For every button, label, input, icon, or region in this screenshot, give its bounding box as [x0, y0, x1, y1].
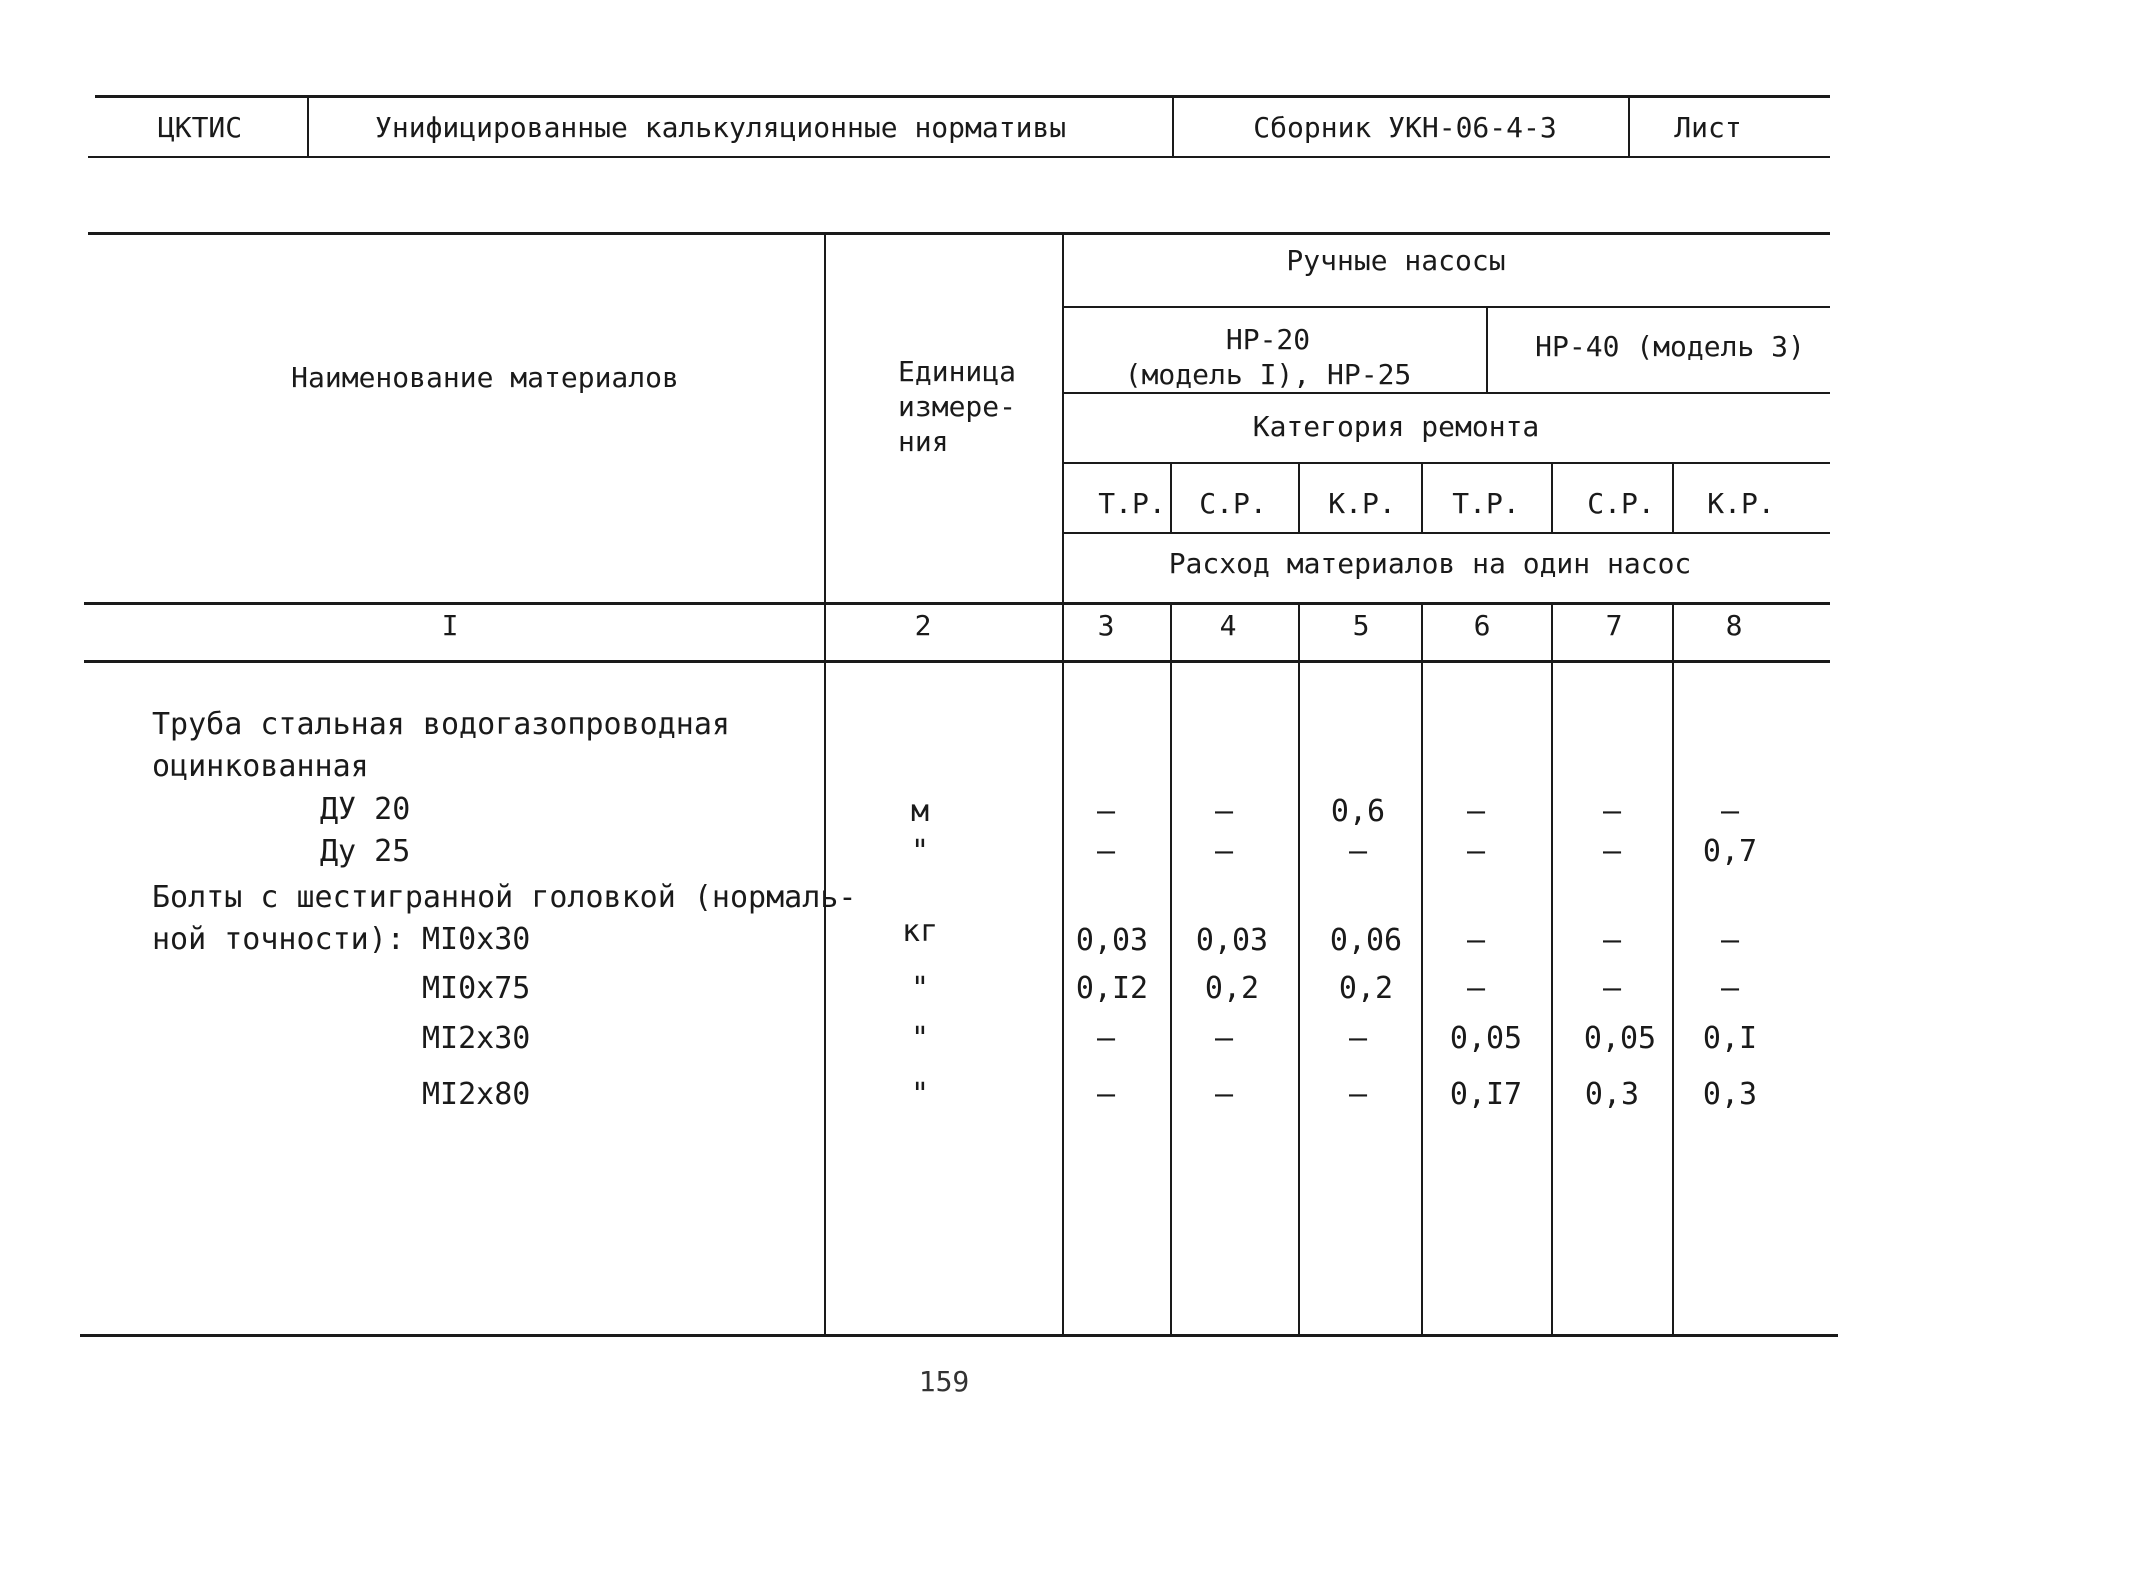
- repair-category-header: Категория ремонта: [1252, 410, 1540, 443]
- row-value: –: [1720, 923, 1740, 958]
- column-number: 7: [1605, 609, 1623, 642]
- header-bottom-rule: [88, 156, 1830, 158]
- rule-under-models: [1062, 392, 1830, 394]
- row-name: МI2х80: [422, 1077, 531, 1112]
- column-number: 8: [1725, 609, 1743, 642]
- row-value: –: [1466, 834, 1486, 869]
- col-divider-4: [1298, 463, 1300, 532]
- col-name-header: Наименование материалов: [291, 361, 679, 394]
- model-a-header: НР-20 (модель I), НР-25: [1124, 323, 1412, 391]
- col-divider-4: [1298, 603, 1300, 1334]
- row-value: –: [1096, 1021, 1116, 1056]
- row-value: 0,06: [1329, 923, 1403, 958]
- repair-type-header: К.Р.: [1328, 487, 1396, 520]
- row-unit: ": [910, 1021, 930, 1056]
- row-unit: кг: [901, 914, 939, 949]
- rule-under-category: [1062, 462, 1830, 464]
- row-value: –: [1602, 794, 1622, 829]
- row-value: –: [1096, 1077, 1116, 1112]
- row-name: МI0х30: [422, 922, 531, 957]
- row-value: –: [1720, 794, 1740, 829]
- column-number: 6: [1473, 609, 1491, 642]
- row-value: –: [1348, 1077, 1368, 1112]
- column-number: 4: [1219, 609, 1237, 642]
- col-divider-6: [1551, 603, 1553, 1334]
- repair-type-header: С.Р.: [1587, 487, 1655, 520]
- table-bottom-rule: [80, 1334, 1838, 1337]
- header-top-rule: [95, 95, 1830, 98]
- header-divider: [1172, 96, 1174, 156]
- col-unit-header: Единица измере- ния: [898, 355, 1017, 458]
- row-value: 0,2: [1338, 971, 1394, 1006]
- row-value: –: [1096, 834, 1116, 869]
- row-value: 0,03: [1075, 923, 1149, 958]
- row-value: 0,7: [1702, 834, 1758, 869]
- col-divider-3: [1170, 463, 1172, 532]
- row-value: 0,05: [1449, 1021, 1523, 1056]
- row-value: 0,03: [1195, 923, 1269, 958]
- row-value: 0,I7: [1449, 1077, 1523, 1112]
- row-value: 0,3: [1584, 1077, 1640, 1112]
- row-unit: ": [910, 1077, 930, 1112]
- repair-type-header: Т.Р.: [1452, 487, 1520, 520]
- row-value: –: [1720, 971, 1740, 1006]
- row-value: –: [1602, 834, 1622, 869]
- material-group-title: Болты с шестигранной головкой (нормаль-: [152, 880, 857, 915]
- col-divider-5: [1421, 463, 1423, 532]
- row-name: МI2х30: [422, 1021, 531, 1056]
- row-value: 0,I: [1702, 1021, 1758, 1056]
- material-group-title: Труба стальная водогазопроводная: [152, 707, 730, 742]
- row-value: 0,3: [1702, 1077, 1758, 1112]
- header-divider: [1628, 96, 1630, 156]
- header-sheet: Лист: [1674, 111, 1742, 144]
- model-b-header: НР-40 (модель 3): [1535, 330, 1805, 363]
- row-value: –: [1466, 794, 1486, 829]
- col-divider-unit: [1062, 233, 1064, 1334]
- material-group-title: оцинкованная: [152, 749, 369, 784]
- col-divider-5: [1421, 603, 1423, 1334]
- header-divider: [307, 96, 309, 156]
- col-divider-7: [1672, 603, 1674, 1334]
- page-number: 159: [918, 1365, 970, 1398]
- row-value: –: [1466, 971, 1486, 1006]
- model-divider: [1486, 307, 1488, 393]
- column-number: 5: [1352, 609, 1370, 642]
- row-value: –: [1602, 923, 1622, 958]
- row-unit: ": [910, 971, 930, 1006]
- row-name: Ду 25: [320, 834, 411, 869]
- col-divider-3: [1170, 603, 1172, 1334]
- row-value: 0,6: [1330, 794, 1386, 829]
- col-divider-6: [1551, 463, 1553, 532]
- repair-type-header: Т.Р.: [1098, 487, 1166, 520]
- row-value: –: [1214, 834, 1234, 869]
- row-value: –: [1096, 794, 1116, 829]
- repair-type-header: С.Р.: [1199, 487, 1267, 520]
- repair-type-header: К.Р.: [1707, 487, 1775, 520]
- row-value: –: [1602, 971, 1622, 1006]
- column-number: 2: [914, 609, 932, 642]
- row-value: –: [1348, 834, 1368, 869]
- col-divider-name: [824, 233, 826, 1334]
- header-org: ЦКТИС: [157, 111, 243, 144]
- row-value: –: [1214, 1021, 1234, 1056]
- row-name: ДУ 20: [320, 792, 411, 827]
- rule-under-types: [1062, 532, 1830, 534]
- row-value: –: [1466, 923, 1486, 958]
- rule-under-group: [1062, 306, 1830, 308]
- column-number: 3: [1097, 609, 1115, 642]
- row-value: –: [1214, 794, 1234, 829]
- row-value: 0,2: [1204, 971, 1260, 1006]
- row-value: 0,I2: [1075, 971, 1149, 1006]
- rule-above-col-numbers: [84, 602, 1830, 605]
- rule-under-col-numbers: [84, 660, 1830, 663]
- row-unit: м: [910, 794, 930, 829]
- row-value: –: [1348, 1021, 1368, 1056]
- consumption-header: Расход материалов на один насос: [1168, 547, 1692, 580]
- row-name: МI0х75: [422, 971, 531, 1006]
- table-top-rule: [88, 232, 1830, 235]
- column-number: I: [441, 609, 459, 642]
- material-group-title: ной точности):: [152, 922, 405, 957]
- row-unit: ": [910, 834, 930, 869]
- header-collection: Сборник УКН-06-4-3: [1253, 111, 1557, 144]
- group-header: Ручные насосы: [1286, 244, 1506, 277]
- row-value: –: [1214, 1077, 1234, 1112]
- header-title: Унифицированные калькуляционные нормативы: [375, 111, 1067, 144]
- row-value: 0,05: [1583, 1021, 1657, 1056]
- col-divider-7: [1672, 463, 1674, 532]
